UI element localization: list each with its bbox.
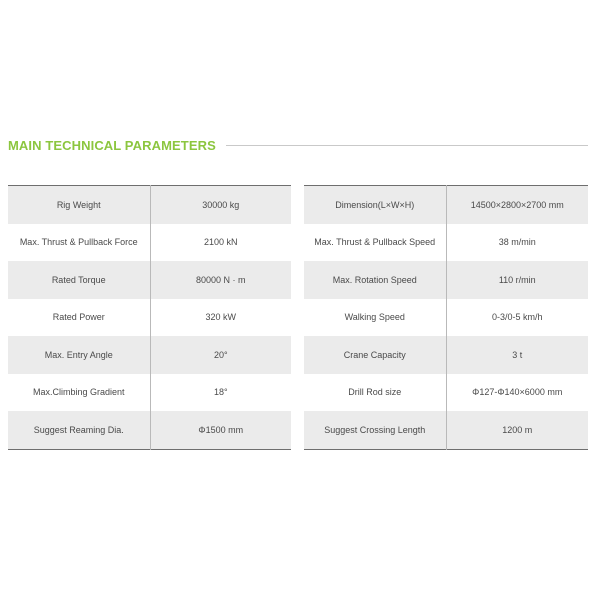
param-label: Rated Torque bbox=[8, 261, 150, 299]
table-row bbox=[304, 336, 588, 374]
table-row bbox=[8, 411, 291, 449]
param-label: Walking Speed bbox=[304, 299, 446, 337]
table-row bbox=[304, 261, 588, 299]
param-value: 18° bbox=[150, 374, 291, 412]
section-divider bbox=[226, 145, 588, 146]
table-row bbox=[8, 299, 291, 337]
param-value: Φ1500 mm bbox=[150, 411, 291, 449]
table-row bbox=[8, 224, 291, 262]
table-row bbox=[304, 186, 588, 224]
table-row bbox=[8, 336, 291, 374]
table-row bbox=[304, 299, 588, 337]
param-value: 320 kW bbox=[150, 299, 291, 337]
param-value: 110 r/min bbox=[446, 261, 588, 299]
table-row bbox=[8, 374, 291, 412]
param-value: 2100 kN bbox=[150, 224, 291, 262]
param-label: Drill Rod size bbox=[304, 374, 446, 412]
param-label: Max. Thrust & Pullback Force bbox=[8, 224, 150, 262]
param-value: 80000 N · m bbox=[150, 261, 291, 299]
table-row bbox=[8, 261, 291, 299]
param-label: Max. Entry Angle bbox=[8, 336, 150, 374]
table-row bbox=[304, 411, 588, 449]
param-value: Φ127-Φ140×6000 mm bbox=[446, 374, 588, 412]
param-label: Max.Climbing Gradient bbox=[8, 374, 150, 412]
param-value: 38 m/min bbox=[446, 224, 588, 262]
section-title: MAIN TECHNICAL PARAMETERS bbox=[8, 137, 216, 153]
section-header bbox=[8, 135, 588, 155]
table-row bbox=[304, 374, 588, 412]
param-label: Suggest Crossing Length bbox=[304, 411, 446, 449]
param-value: 20° bbox=[150, 336, 291, 374]
param-value: 14500×2800×2700 mm bbox=[446, 186, 588, 224]
param-value: 0-3/0-5 km/h bbox=[446, 299, 588, 337]
param-label: Crane Capacity bbox=[304, 336, 446, 374]
table-row bbox=[304, 224, 588, 262]
parameters-table-left bbox=[8, 185, 291, 450]
param-label: Max. Rotation Speed bbox=[304, 261, 446, 299]
param-label: Max. Thrust & Pullback Speed bbox=[304, 224, 446, 262]
parameters-table-right bbox=[304, 185, 588, 450]
param-label: Suggest Reaming Dia. bbox=[8, 411, 150, 449]
param-label: Rated Power bbox=[8, 299, 150, 337]
param-label: Rig Weight bbox=[8, 186, 150, 224]
param-label: Dimension(L×W×H) bbox=[304, 186, 446, 224]
param-value: 30000 kg bbox=[150, 186, 291, 224]
param-value: 3 t bbox=[446, 336, 588, 374]
param-value: 1200 m bbox=[446, 411, 588, 449]
table-row bbox=[8, 186, 291, 224]
